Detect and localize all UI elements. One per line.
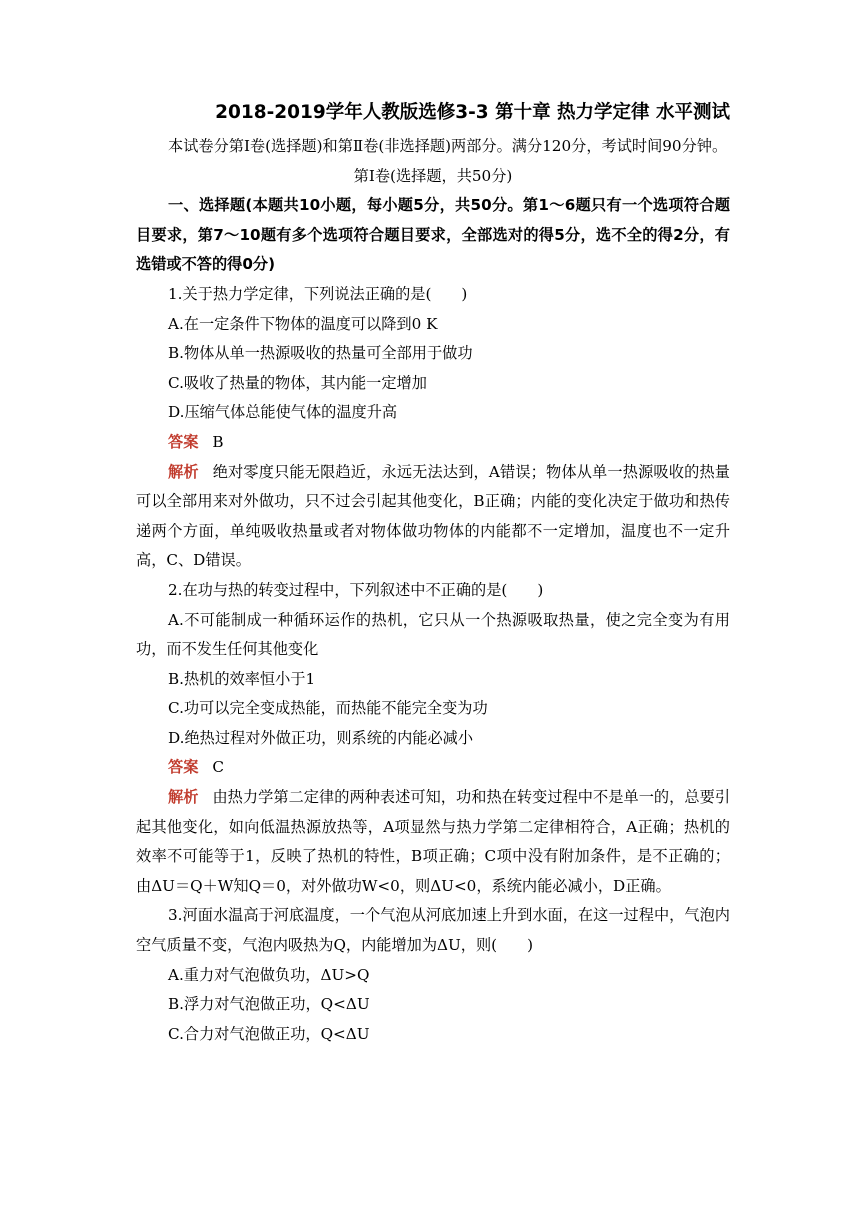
question-2-analysis xyxy=(136,783,730,901)
answer-label: 答案 xyxy=(168,432,199,451)
answer-label: 答案 xyxy=(168,758,199,777)
question-2-option-a: A.不可能制成一种循环运作的热机，它只从一个热源吸取热量，使之完全变为有用功，而不发生任何其他变化 xyxy=(136,610,730,659)
analysis-label: 解析 xyxy=(168,788,199,807)
question-1-option-a: A.在一定条件下物体的温度可以降到0 K xyxy=(168,314,438,333)
question-3-stem: 3.河面水温高于河底温度，一个气泡从河底加速上升到水面，在这一过程中，气泡内空气质量不变，气泡内吸热为Q，内能增加为ΔU，则( ) xyxy=(136,906,730,955)
question-1-answer xyxy=(136,428,730,458)
question-1-option-b: B.物体从单一热源吸收的热量可全部用于做功 xyxy=(168,344,473,363)
question-1-stem: 1.关于热力学定律，下列说法正确的是( ) xyxy=(168,284,468,303)
page-title: 2018-2019学年人教版选修3-3 第十章 热力学定律 水平测试 xyxy=(215,102,730,123)
question-2-answer xyxy=(136,753,730,783)
question-2-option-c: C.功可以完全变成热能，而热能不能完全变为功 xyxy=(168,699,488,718)
analysis-text: 由热力学第二定律的两种表述可知，功和热在转变过程中不是单一的，总要引起其他变化，如向低温热源放热等，A项显然与热力学第二定律相符合，A正确；热机的效率不可能等于1，反映了热机的特性，B项正确；C项中没有附加条件，是不正确的；由ΔU＝Q＋W知Q＝0，对外做功W<0，则ΔU<0，系统内能必减小，D正确。 xyxy=(136,788,731,895)
section1-instructions: 一、选择题(本题共10小题，每小题5分，共50分。第1～6题只有一个选项符合题目要求，第7～10题有多个选项符合题目要求，全部选对的得5分，选不全的得2分，有选错或不答的得0分) xyxy=(136,196,730,274)
answer-value: B xyxy=(212,432,224,451)
part1-title: 第Ⅰ卷(选择题，共50分) xyxy=(353,166,513,185)
question-1-option-c: C.吸收了热量的物体，其内能一定增加 xyxy=(168,373,427,392)
answer-value: C xyxy=(212,758,224,777)
document-page xyxy=(136,98,730,1049)
analysis-text: 绝对零度只能无限趋近，永远无法达到，A错误；物体从单一热源吸收的热量可以全部用来对外做功，只不过会引起其他变化，B正确；内能的变化决定于做功和热传递两个方面，单纯吸收热量或者对物体做功物体的内能都不一定增加，温度也不一定升高，C、D错误。 xyxy=(136,462,730,570)
exam-intro: 本试卷分第Ⅰ卷(选择题)和第Ⅱ卷(非选择题)两部分。满分120分，考试时间90分钟。 xyxy=(168,137,728,155)
question-1-analysis xyxy=(136,458,730,576)
question-3-option-c: C.合力对气泡做正功，Q<ΔU xyxy=(168,1024,370,1043)
question-2-option-b: B.热机的效率恒小于1 xyxy=(168,669,316,688)
question-2-stem: 2.在功与热的转变过程中，下列叙述中不正确的是( ) xyxy=(168,580,544,599)
analysis-label: 解析 xyxy=(168,462,199,481)
question-1-option-d: D.压缩气体总能使气体的温度升高 xyxy=(168,403,398,422)
question-3-option-a: A.重力对气泡做负功，ΔU>Q xyxy=(168,965,370,984)
question-2-option-d: D.绝热过程对外做正功，则系统的内能必减小 xyxy=(168,728,474,747)
question-3-option-b: B.浮力对气泡做正功，Q<ΔU xyxy=(168,995,370,1014)
